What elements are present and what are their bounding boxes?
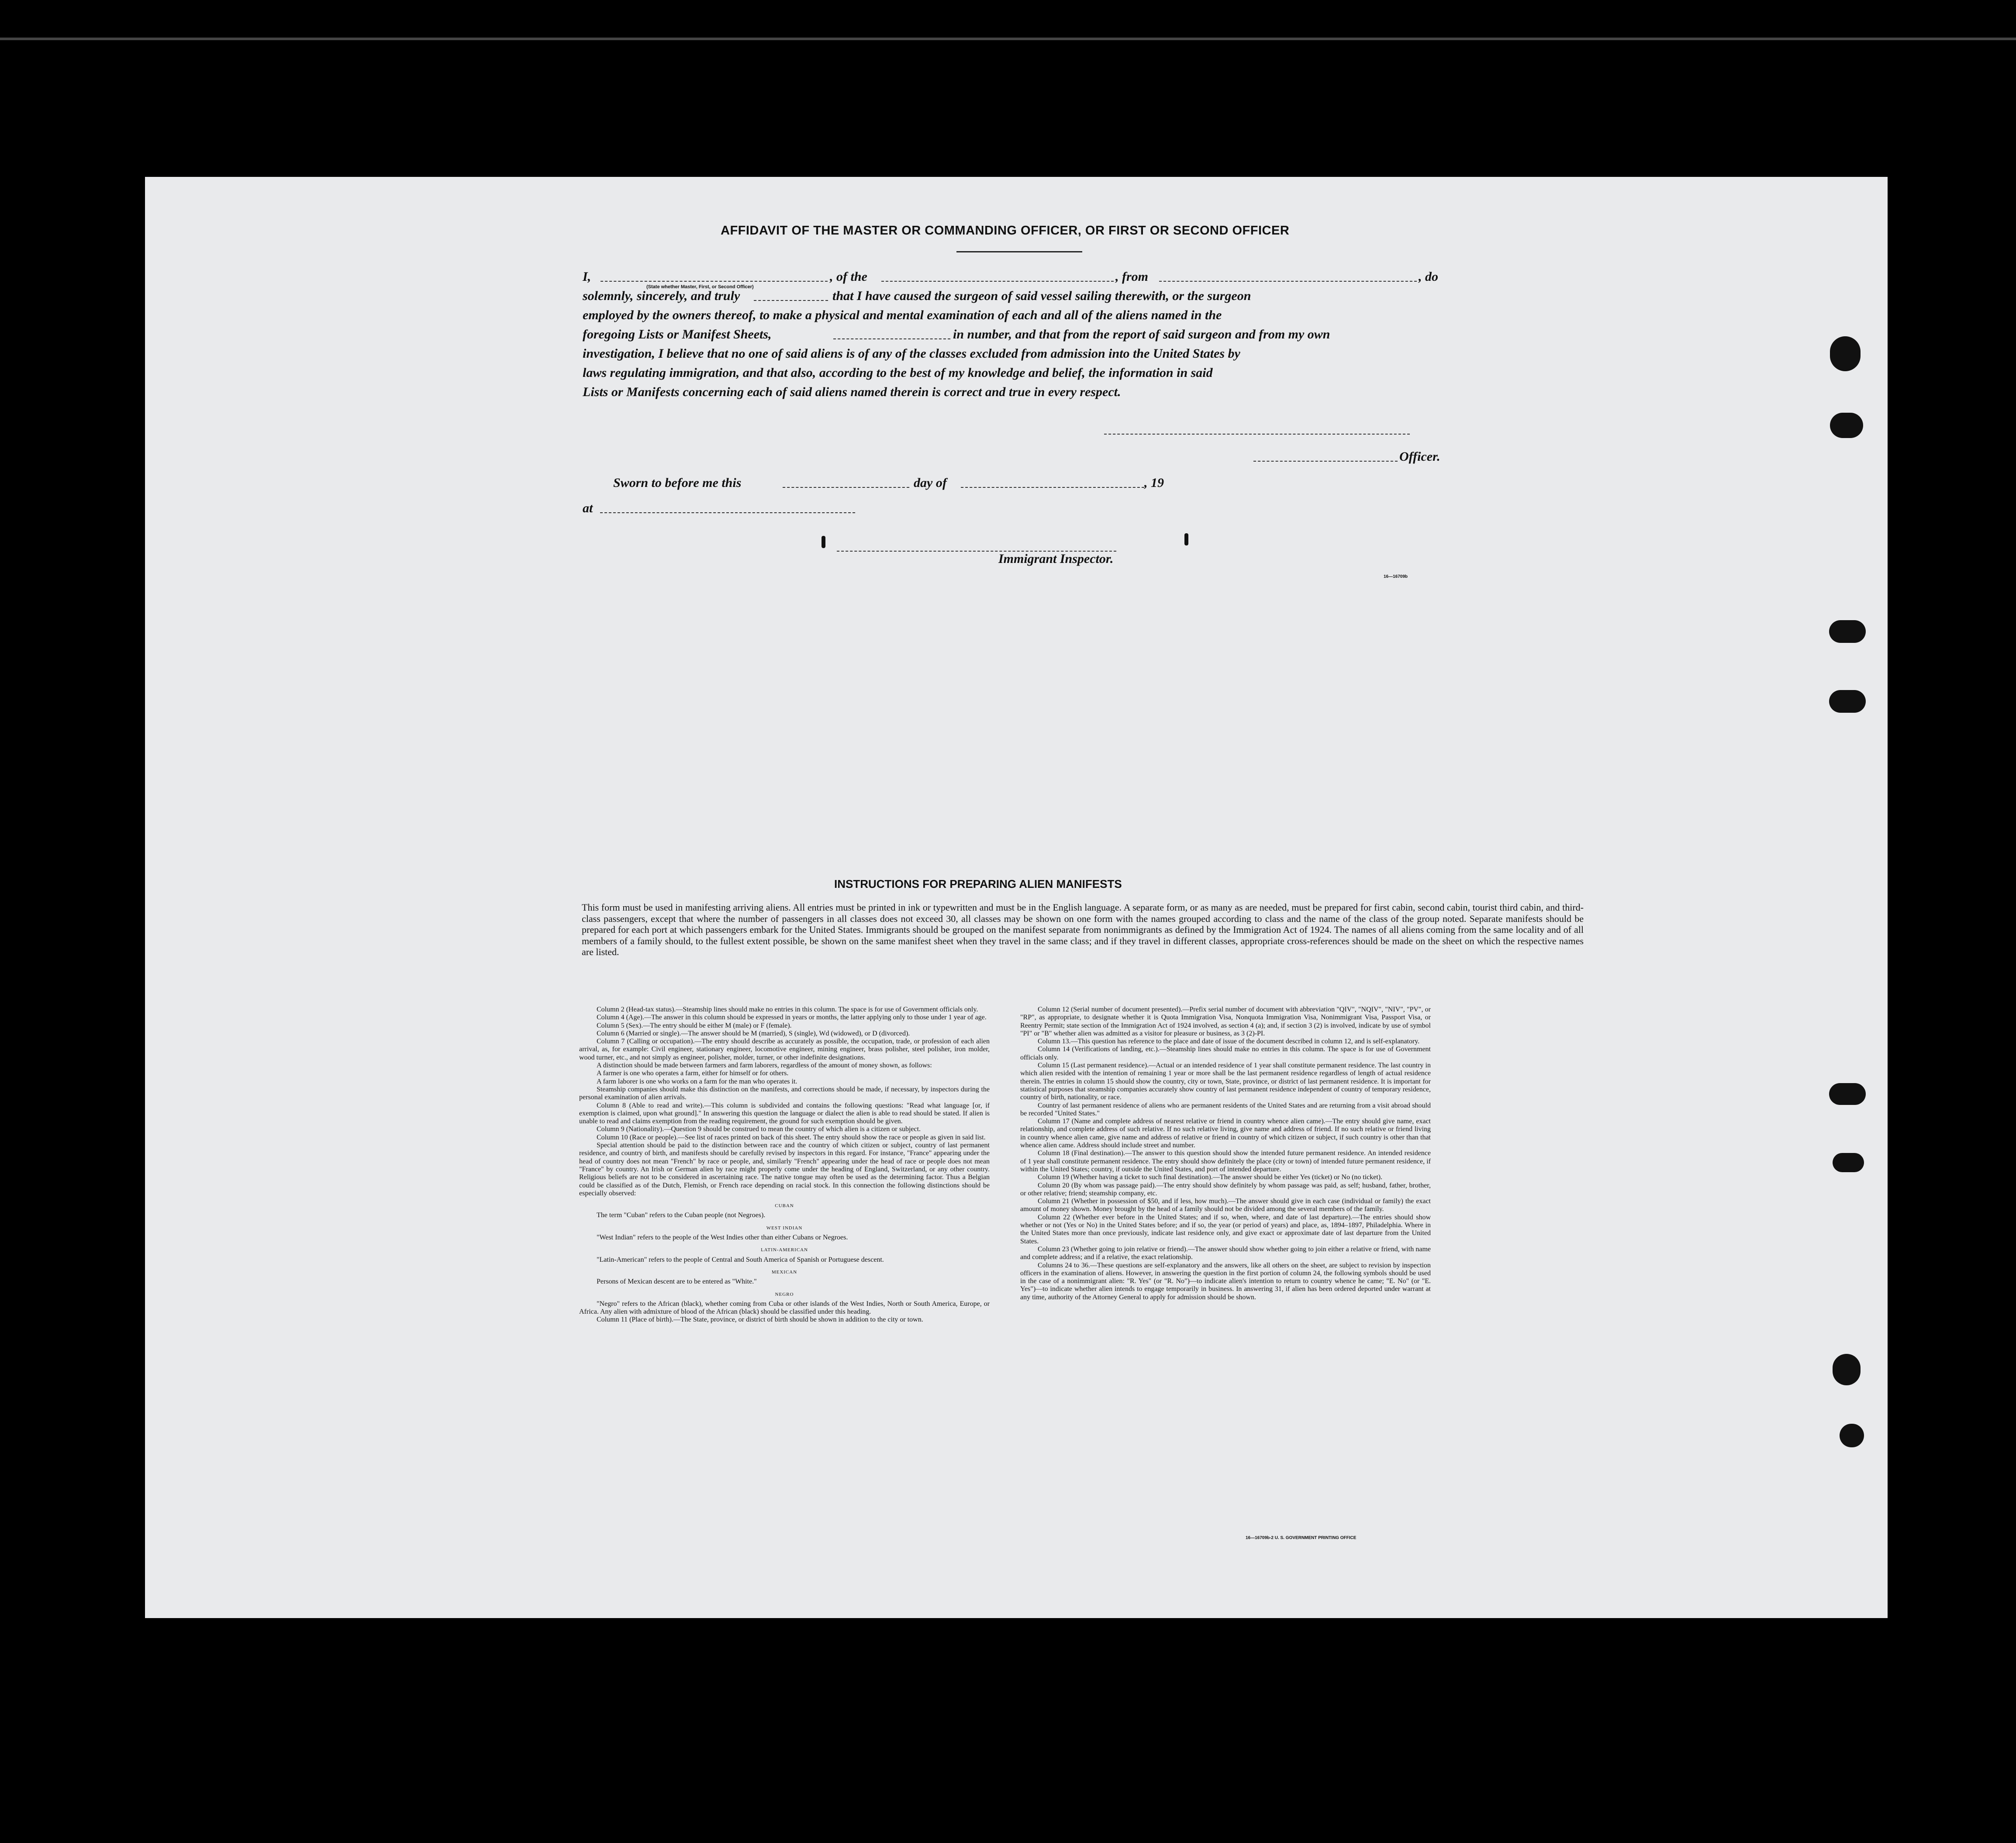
heading-negro: NEGRO — [775, 1291, 794, 1297]
affidavit-line-2b: that I have caused the surgeon of said vessel sailing therewith, or the surgeon — [832, 289, 1251, 303]
instr-col23: Column 23 (Whether going to join relative or friend).—The answer should show whether going to join either a relative or friend, with name and complete address; and if a relative, the exact relationship. — [1020, 1245, 1431, 1261]
instr-col14: Column 14 (Verifications of landing, etc.).—Steamship lines should make no entries in this column. The space is for use of Government officials only. — [1020, 1046, 1431, 1061]
at-place-blank[interactable] — [600, 512, 855, 513]
sworn-manner-blank[interactable] — [754, 300, 828, 301]
vessel-blank[interactable] — [881, 281, 1114, 282]
affidavit-line-2a: solemnly, sincerely, and truly — [583, 289, 740, 303]
day-of-label: day of — [914, 476, 947, 490]
binder-hole-3 — [1829, 620, 1866, 643]
instr-cuban: The term "Cuban" refers to the Cuban people (not Negroes). — [597, 1211, 766, 1219]
printer-code: 16—16709b-2 U. S. GOVERNMENT PRINTING OFFICE — [1246, 1536, 1357, 1540]
instr-steamship-distinction: Steamship companies should make this distinction on the manifests, and corrections should be made, if necessary, by inspectors during the personal examination of alien arrivals. — [579, 1085, 990, 1101]
instr-col17: Column 17 (Name and complete address of nearest relative or friend in country whence alien came).—The entry should give name, exact relationship, and complete address of such relative. If no such relative living, give name and address of friend. If no such relative or friend living in country whence alien came, give name and address of relative or friend in country of which citizen or subject, if such country is other than that whence alien came. Address should include street and number. — [1020, 1118, 1431, 1149]
instr-col2: Column 2 (Head-tax status).—Steamship lines should make no entries in this column. The space is for use of Government officials only. — [597, 1006, 978, 1013]
instr-mexican: Persons of Mexican descent are to be entered as "White." — [597, 1278, 757, 1286]
instr-col15: Column 15 (Last permanent residence).—Actual or an intended residence of 1 year shall constitute permanent residence. The last country in which alien resided with the intention of remaining 1 year or more shall be the last permanent residence regardless of length of actual residence therein. The entries in column 15 should show the country, city or town, State, province, or district of last permanent residence. It is important for statistical purposes that steamship companies accurately show country of last permanent residence independent of country of temporary residence, country of birth, nationality, or race. — [1020, 1062, 1431, 1101]
affidavit-line-3: employed by the owners thereof, to make a physical and mental examination of each and all of the aliens named in the — [583, 308, 1222, 322]
heading-latin-american: LATIN-AMERICAN — [760, 1247, 808, 1253]
scan-edge-line — [0, 38, 2016, 40]
instr-col5: Column 5 (Sex).—The entry should be either M (male) or F (female). — [597, 1022, 792, 1029]
instr-col20: Column 20 (By whom was passage paid).—The entry should show definitely by whom passage was paid, as self; husband, father, brother, or other relative; friend; steamship company, etc. — [1020, 1181, 1431, 1197]
binder-hole-5 — [1829, 1083, 1866, 1105]
instructions-intro: This form must be used in manifesting arriving aliens. All entries must be printed in ink or typewritten and must be in the English language. A separate form, or as many as are needed, must be prepared for first cabin, second cabin, tourist third cabin, and third-class passengers, except that where the number of passengers in all classes does not exceed 30, all classes may be shown on one form with the names grouped according to class and the name of the class of the group noted. Separate manifests should be prepared for each port at which passengers embark for the United States. Immigrants should be grouped on the manifest separate from nonimmigrants as defined by the Immigration Act of 1924. The names of all aliens coming from the same locality and of all members of a family should, to the fullest extent possible, be shown on the same manifest sheet when they travel in the same class; and if they travel in different classes, appropriate cross-references should be made on the sheet on which the respective names are listed. — [582, 902, 1584, 957]
sworn-day-blank[interactable] — [783, 487, 909, 488]
sworn-label: Sworn to before me this — [613, 476, 742, 490]
form-code: 16—16709b — [1384, 574, 1408, 579]
instr-col10: Column 10 (Race or people).—See list of races printed on back of this sheet. The entry should show the race or people as given in said list. — [597, 1133, 986, 1141]
binder-hole-8 — [1840, 1424, 1864, 1447]
instructions-column-left — [579, 1006, 990, 1532]
affidavit-title: AFFIDAVIT OF THE MASTER OR COMMANDING OFFICER, OR FIRST OR SECOND OFFICER — [721, 224, 1290, 238]
heading-west-indian: WEST INDIAN — [766, 1225, 803, 1231]
instr-col18: Column 18 (Final destination).—The answer to this question should show the intended future permanent residence. An intended residence of 1 year shall constitute permanent residence. The entry should show definitely the place (city or town) of intended future permanent residence, if within the United States; country, if outside the United States, and port of intended departure. — [1020, 1149, 1431, 1173]
ink-mark-right — [1184, 533, 1188, 545]
affidavit-line-6: laws regulating immigration, and that also, according to the best of my knowledge and belief, the information in said — [583, 366, 1213, 380]
from-port-blank[interactable] — [1159, 281, 1417, 282]
heading-mexican: MEXICAN — [771, 1269, 797, 1275]
instructions-title: INSTRUCTIONS FOR PREPARING ALIEN MANIFESTS — [834, 877, 1122, 890]
instr-race-attention: Special attention should be paid to the distinction between race and the country of which citizen or subject, country of last permanent residence, and country of birth, and manifests should be carefully revised by inspectors in this regard. For instance, "France" appearing under the head of country does not mean "French" by race or people, and, similarly "French" appearing under the head of race or people does not mean "France" by country. An Irish or German alien by race might properly come under the heading of England, Switzerland, or any other country. Religious beliefs are not to be considered in ascertaining race. The native tongue may often be used as the determining factor. Thus a Belgian could be classified as of the Dutch, Flemish, or French race depending on racial stock. In this connection the following distinctions should be especially observed: — [579, 1142, 990, 1197]
instr-col19: Column 19 (Whether having a ticket to such final destination).—The answer should be either Yes (ticket) or No (no ticket). — [1038, 1173, 1383, 1181]
binder-hole-2 — [1830, 413, 1863, 438]
instr-col11: Column 11 (Place of birth).—The State, province, or district of birth should be shown in addition to the city or town. — [597, 1316, 923, 1324]
affidavit-i: I, — [583, 269, 591, 284]
inspector-label: Immigrant Inspector. — [998, 552, 1114, 566]
instr-col22: Column 22 (Whether ever before in the United States; and if so, when, where, and date of last departure).—The entries should show whether or not (Yes or No) in the United States before; and if so, the year (or period of years) and place, as, 1894–1897, Philadelphia. Where in the United States more than once previously, indicate last residence only, and give exact or approximate date of last departure from the United States. — [1020, 1213, 1431, 1245]
instr-col21: Column 21 (Whether in possession of $50, and if less, how much).—The answer should give in each case (individual or family) the exact amount of money shown. Money brought by the head of a family should not be divided among the several members of the family. — [1020, 1198, 1431, 1213]
binder-hole-4 — [1829, 690, 1866, 713]
instr-col9: Column 9 (Nationality).—Question 9 should be construed to mean the country of which alien is a citizen or subject. — [597, 1125, 921, 1133]
heading-cuban: CUBAN — [775, 1203, 794, 1209]
instr-col7: Column 7 (Calling or occupation).—The entry should describe as accurately as possible, the occupation, trade, or profession of each alien arrival, as, for example: Civil engineer, stationary engineer, locomotive engineer, mining engineer, brass polisher, steel polisher, iron molder, wood turner, etc., and not simply as engineer, polisher, molder, turner, or other indefinite designations. — [579, 1038, 990, 1061]
instr-farm-laborer-def: A farm laborer is one who works on a farm for the man who operates it. — [597, 1077, 797, 1085]
sheet-count-blank[interactable] — [833, 338, 950, 339]
affidavit-line-1 — [583, 269, 591, 284]
affidavit-line-5: investigation, I believe that no one of said aliens is of any of the classes excluded from admission into the United States by — [583, 346, 1240, 361]
binder-hole-6 — [1833, 1153, 1864, 1172]
instr-col4: Column 4 (Age).—The answer in this column should be expressed in years or months, the latter applying only to those under 1 year of age. — [597, 1014, 987, 1022]
state-note: (State whether Master, First, or Second Officer) — [646, 284, 754, 290]
sworn-month-blank[interactable] — [961, 487, 1144, 488]
officer-label: Officer. — [1399, 449, 1440, 464]
instr-us-residence: Country of last permanent residence of aliens who are permanent residents of the United States and are returning from a visit abroad should be recorded "United States." — [1020, 1101, 1431, 1117]
instr-farmer-def: A farmer is one who operates a farm, either for himself or for others. — [597, 1070, 789, 1077]
officer-name-blank[interactable] — [601, 281, 828, 282]
affidavit-line-4a: foregoing Lists or Manifest Sheets, — [583, 327, 772, 342]
instr-negro: "Negro" refers to the African (black), whether coming from Cuba or other islands of the West Indies, North or South America, Europe, or Africa. Any alien with admixture of blood of the African (black) should be classified under this heading. — [579, 1300, 990, 1316]
instr-latin-american: "Latin-American" refers to the people of Central and South America of Spanish or Portuguese descent. — [597, 1256, 884, 1263]
binder-hole-7 — [1833, 1354, 1861, 1385]
instr-col6: Column 6 (Married or single).—The answer should be M (married), S (single), Wd (widowed), or D (divorced). — [597, 1029, 910, 1037]
affidavit-line-7: Lists or Manifests concerning each of said aliens named therein is correct and true in every respect. — [583, 385, 1121, 399]
instructions-column-right — [1020, 1006, 1431, 1532]
title-underline — [956, 251, 1082, 252]
from-label: , from — [1115, 269, 1148, 284]
signature-blank[interactable] — [1104, 434, 1410, 435]
instr-col12: Column 12 (Serial number of document presented).—Prefix serial number of document with abbreviation "QIV", "NQIV", "NIV", "PV", or "RP", as appropriate, to designate whether it is Quota Immigration Visa, Nonquota Immigration Visa, Nonimmigrant Visa, Passport Visa, or Reentry Permit; state section of the Immigration Act of 1924 involved, as section 4 (a); and, if section 3 (2) is involved, indicate by use of symbol "PI" or "B" whether alien was admitted as a visitor for pleasure or business, as 3 (2)-PI. — [1020, 1006, 1431, 1037]
instr-farmers: A distinction should be made between farmers and farm laborers, regardless of the amount of money shown, as follows: — [597, 1062, 932, 1070]
officer-title-blank[interactable] — [1253, 461, 1398, 462]
ink-mark-left — [822, 536, 825, 548]
at-label: at — [583, 501, 593, 515]
binder-hole-1 — [1830, 336, 1861, 371]
instr-west-indian: "West Indian" refers to the people of the West Indies other than either Cubans or Negroes. — [597, 1234, 848, 1242]
do-label: , do — [1419, 269, 1438, 284]
affidavit-line-4b: in number, and that from the report of said surgeon and from my own — [953, 327, 1330, 342]
instr-col13: Column 13.—This question has reference to the place and date of issue of the document described in column 12, and is self-explanatory. — [1038, 1038, 1420, 1046]
instr-col24-36: Columns 24 to 36.—These questions are self-explanatory and the answers, like all others on the sheet, are subject to revision by inspection officers in the examination of aliens. However, in answering the question in the first portion of column 24, the following symbols should be used in the case of a nonimmigrant alien: "R. Yes" (or "R. No")—to indicate alien's intention to return to country whence he came; "E. No" (or "E. Yes")—to indicate whether alien intends to engage temporarily in business. In answering 31, if alien has been ordered deported under warrant at any time, authority of the Attorney General to apply for admission should be shown. — [1020, 1261, 1431, 1301]
instr-col8: Column 8 (Able to read and write).—This column is subdivided and contains the following questions: "Read what language [or, if exemption is claimed, upon what ground]." In answering this question the language or dialect the alien is able to read should be stated. If alien is unable to read and claims exemption from the reading requirement, the ground for such exemption should be given. — [579, 1101, 990, 1125]
of-the-label: , of the — [830, 269, 867, 284]
year-label: , 19 — [1144, 476, 1164, 490]
document-page — [145, 177, 1888, 1618]
